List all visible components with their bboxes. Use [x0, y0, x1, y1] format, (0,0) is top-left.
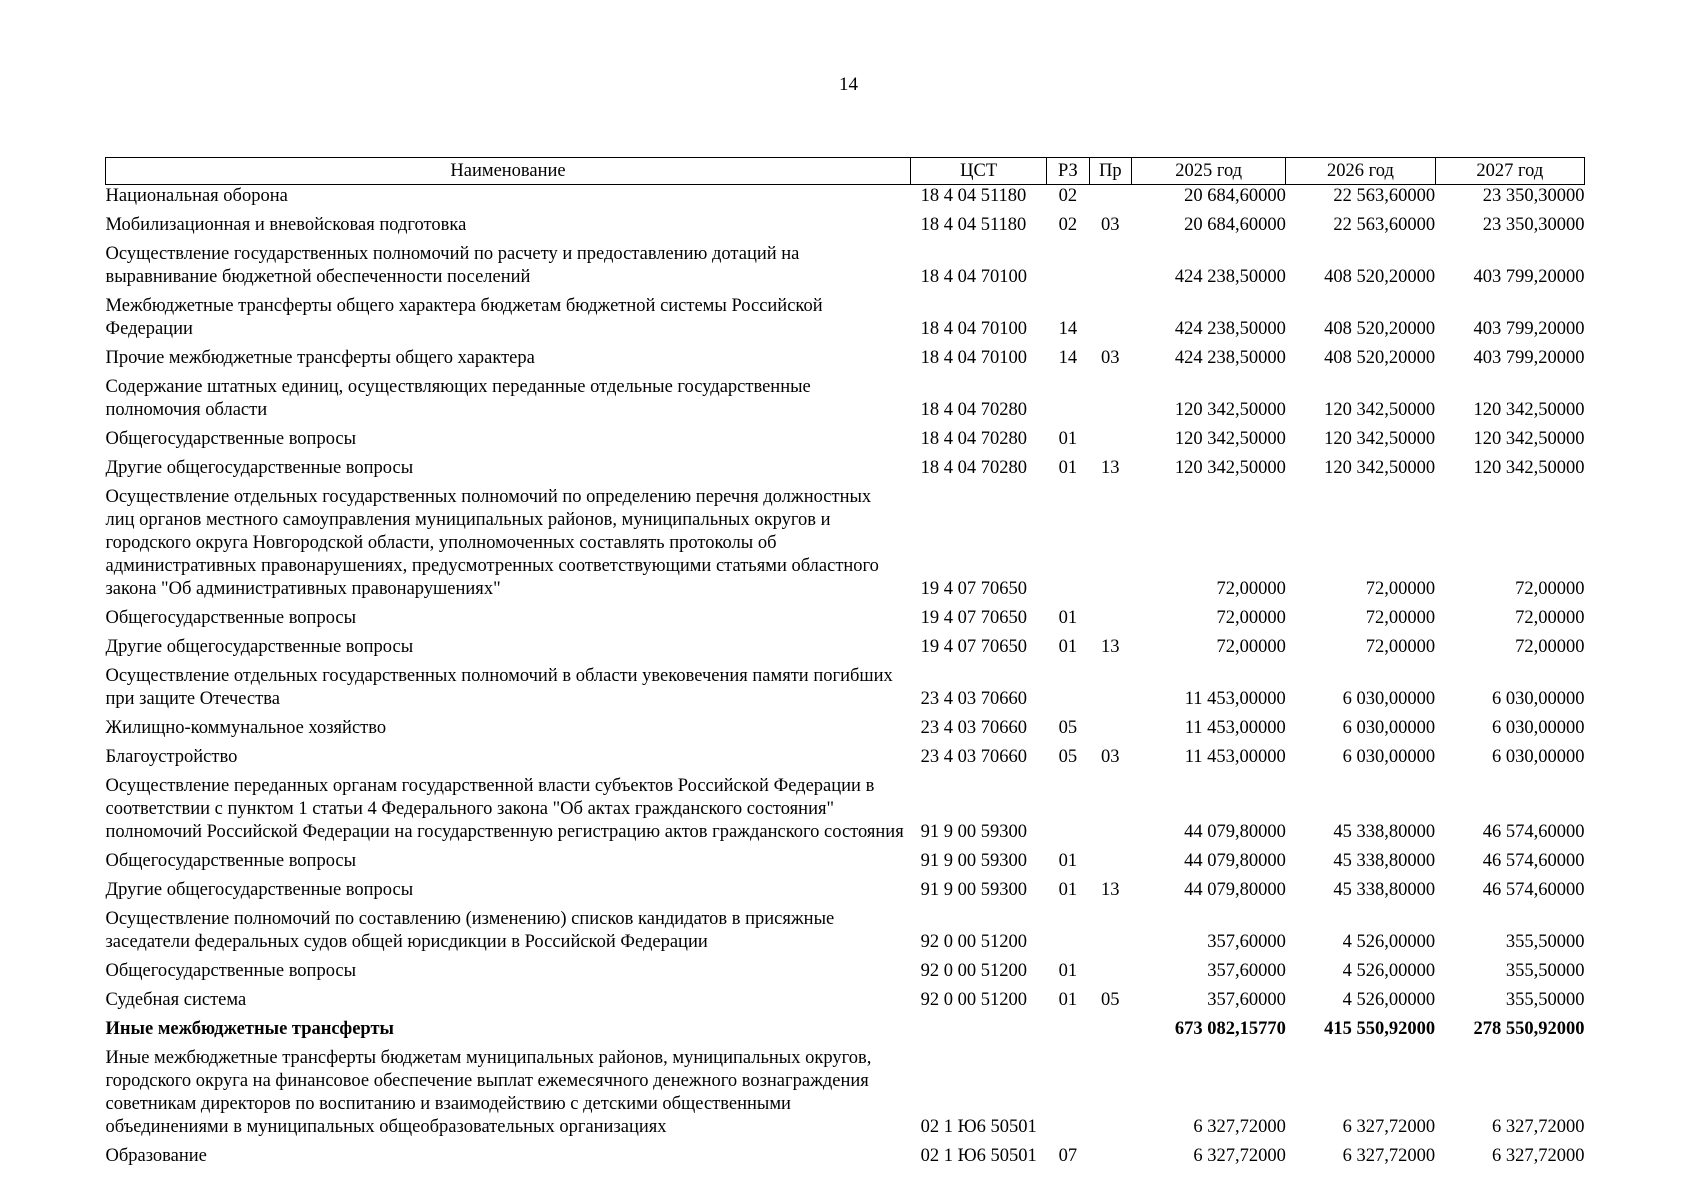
row-name: Судебная система [105, 990, 247, 1010]
row-value-2025: 20 684,60000 [1184, 215, 1286, 235]
row-value-2025: 11 453,00000 [1184, 718, 1286, 738]
row-value-2026: 6 327,72000 [1342, 1117, 1436, 1137]
row-rz [1047, 908, 1089, 960]
row-cst: 92 0 00 51200 [920, 990, 1027, 1010]
row-cst: 18 4 04 51180 [920, 215, 1027, 235]
row-value-2025: 424 238,50000 [1174, 267, 1286, 287]
row-value-2027: 355,50000 [1505, 961, 1585, 981]
row-pr [1089, 295, 1131, 347]
row-value-2026: 45 338,80000 [1333, 880, 1436, 900]
row-value-2025: 120 342,50000 [1174, 429, 1286, 449]
row-value-2026: 22 563,60000 [1333, 186, 1436, 206]
row-name: Другие общегосударственные вопросы [105, 880, 414, 900]
row-value-2027: 355,50000 [1505, 932, 1585, 952]
row-value-2026: 6 327,72000 [1342, 1146, 1436, 1166]
row-value-2027: 403 799,20000 [1473, 348, 1585, 368]
row-pr: 03 [1101, 747, 1120, 767]
row-value-2027: 6 030,00000 [1492, 689, 1585, 709]
row-pr [1089, 243, 1131, 295]
row-value-2025: 72,00000 [1216, 579, 1286, 599]
table-row [106, 1018, 1585, 1047]
table-row [106, 457, 1585, 486]
table-row [106, 607, 1585, 636]
row-rz: 01 [1058, 961, 1078, 981]
row-cst: 92 0 00 51200 [920, 961, 1027, 981]
header-pr: Пр [1089, 158, 1131, 185]
row-rz: 01 [1058, 880, 1078, 900]
row-value-2026: 4 526,00000 [1342, 990, 1436, 1010]
table-row [106, 486, 1585, 607]
row-cst: 91 9 00 59300 [920, 851, 1027, 871]
row-name: Благоустройство [105, 747, 238, 767]
row-value-2025: 6 327,72000 [1193, 1146, 1286, 1166]
row-value-2025: 424 238,50000 [1174, 348, 1286, 368]
row-value-2026: 45 338,80000 [1333, 822, 1436, 842]
table-row [106, 295, 1585, 347]
row-pr [1089, 428, 1131, 457]
row-value-2027: 46 574,60000 [1482, 851, 1585, 871]
row-value-2027: 72,00000 [1515, 608, 1585, 628]
row-cst: 18 4 04 70280 [920, 458, 1027, 478]
row-rz: 01 [1058, 990, 1078, 1010]
row-rz: 01 [1058, 637, 1078, 657]
row-rz: 01 [1058, 429, 1078, 449]
table-row [106, 989, 1585, 1018]
row-cst: 18 4 04 70280 [920, 400, 1027, 420]
row-rz: 02 [1058, 186, 1078, 206]
row-cst: 23 4 03 70660 [920, 718, 1027, 738]
row-rz [1047, 486, 1089, 607]
row-pr: 05 [1101, 990, 1120, 1010]
row-value-2027: 403 799,20000 [1473, 267, 1585, 287]
row-pr [1089, 775, 1131, 850]
page-number: 14 [839, 74, 858, 95]
row-value-2027: 6 327,72000 [1492, 1117, 1585, 1137]
row-name: Национальная оборона [105, 186, 288, 206]
row-cst: 18 4 04 51180 [920, 186, 1027, 206]
row-value-2027: 6 030,00000 [1492, 747, 1585, 767]
row-cst: 19 4 07 70650 [920, 579, 1027, 599]
row-cst [911, 1018, 1047, 1047]
row-value-2026: 45 338,80000 [1333, 851, 1436, 871]
row-value-2025: 6 327,72000 [1193, 1117, 1286, 1137]
row-value-2026: 120 342,50000 [1324, 429, 1436, 449]
table-row [106, 717, 1585, 746]
row-pr [1089, 960, 1131, 989]
row-value-2026: 72,00000 [1365, 579, 1436, 599]
row-value-2027: 278 550,92000 [1473, 1019, 1585, 1039]
row-name: Жилищно-коммунальное хозяйство [105, 718, 387, 738]
table-row [106, 243, 1585, 295]
row-name: Другие общегосударственные вопросы [105, 458, 414, 478]
row-value-2026: 72,00000 [1365, 637, 1436, 657]
row-name: Межбюджетные трансферты общего характера бюджетам бюджетной системы Российской Федерации [105, 296, 823, 339]
row-value-2026: 408 520,20000 [1324, 319, 1436, 339]
row-value-2025: 673 082,15770 [1174, 1019, 1286, 1039]
row-cst: 02 1 Ю6 50501 [920, 1146, 1037, 1166]
row-value-2026: 120 342,50000 [1324, 458, 1436, 478]
row-cst: 18 4 04 70280 [920, 429, 1027, 449]
table-row [106, 1047, 1585, 1145]
row-value-2026: 4 526,00000 [1342, 961, 1436, 981]
table-row [106, 746, 1585, 775]
row-rz [1047, 775, 1089, 850]
row-pr: 13 [1101, 458, 1120, 478]
row-name: Осуществление полномочий по составлению (изменению) списков кандидатов в присяжные заседатели федеральных судов общей юрисдикции в Российской Федерации [105, 909, 835, 952]
row-value-2026: 22 563,60000 [1333, 215, 1436, 235]
row-value-2027: 23 350,30000 [1482, 186, 1585, 206]
row-value-2026: 408 520,20000 [1324, 267, 1436, 287]
table-row [106, 775, 1585, 850]
row-value-2025: 11 453,00000 [1184, 747, 1286, 767]
row-value-2026: 6 030,00000 [1342, 747, 1436, 767]
row-value-2025: 11 453,00000 [1184, 689, 1286, 709]
row-rz [1047, 243, 1089, 295]
row-value-2026: 415 550,92000 [1324, 1019, 1436, 1039]
header-cst: ЦСТ [911, 158, 1047, 185]
row-name: Содержание штатных единиц, осуществляющих переданные отдельные государственные полномочия области [105, 377, 811, 420]
row-pr [1089, 185, 1131, 215]
row-cst: 91 9 00 59300 [920, 880, 1027, 900]
row-cst: 19 4 07 70650 [920, 637, 1027, 657]
row-rz [1047, 1018, 1089, 1047]
table-row [106, 908, 1585, 960]
row-rz: 05 [1058, 718, 1078, 738]
row-pr [1089, 486, 1131, 607]
row-value-2025: 357,60000 [1207, 990, 1286, 1010]
row-cst: 19 4 07 70650 [920, 608, 1027, 628]
header-2026: 2026 год [1286, 158, 1435, 185]
row-rz: 14 [1058, 319, 1078, 339]
row-cst: 91 9 00 59300 [920, 822, 1027, 842]
row-value-2027: 72,00000 [1515, 637, 1585, 657]
row-value-2026: 408 520,20000 [1324, 348, 1436, 368]
row-rz: 02 [1058, 215, 1078, 235]
row-value-2025: 120 342,50000 [1174, 400, 1286, 420]
budget-table [105, 157, 1585, 1174]
row-pr [1089, 717, 1131, 746]
row-value-2025: 72,00000 [1216, 637, 1286, 657]
row-name: Осуществление переданных органам государственной власти субъектов Российской Федерации в соответствии с пунктом 1 статьи 4 Федерального закона "Об актах гражданского состояния" полномочий Российской Федерации на государственную регистрацию актов гражданского состояния [105, 776, 904, 842]
table-row [106, 960, 1585, 989]
row-cst: 92 0 00 51200 [920, 932, 1027, 952]
row-pr [1089, 1047, 1131, 1145]
row-name: Общегосударственные вопросы [105, 851, 357, 871]
row-rz: 07 [1058, 1146, 1078, 1166]
row-value-2025: 44 079,80000 [1184, 822, 1286, 842]
row-name: Общегосударственные вопросы [105, 608, 357, 628]
row-value-2026: 6 030,00000 [1342, 689, 1436, 709]
header-rz: РЗ [1047, 158, 1089, 185]
row-name: Другие общегосударственные вопросы [105, 637, 414, 657]
table-row [106, 636, 1585, 665]
row-pr [1089, 376, 1131, 428]
row-pr: 03 [1101, 348, 1120, 368]
row-pr: 13 [1101, 880, 1120, 900]
row-value-2026: 120 342,50000 [1324, 400, 1436, 420]
row-value-2025: 72,00000 [1216, 608, 1286, 628]
row-cst: 02 1 Ю6 50501 [920, 1117, 1037, 1137]
row-pr [1089, 607, 1131, 636]
row-value-2027: 403 799,20000 [1473, 319, 1585, 339]
row-cst: 23 4 03 70660 [920, 747, 1027, 767]
table-row [106, 347, 1585, 376]
table-row [106, 214, 1585, 243]
row-rz [1047, 665, 1089, 717]
row-name: Осуществление отдельных государственных полномочий по определению перечня должностных лиц органов местного самоуправления муниципальных районов, муниципальных округов и городского округа Новгородской области, уполномоченных составлять протоколы об административных правонарушениях, предусмотренных соответствующими статьями областного закона "Об административных правонарушениях" [105, 487, 879, 599]
row-pr [1089, 665, 1131, 717]
row-value-2027: 46 574,60000 [1482, 822, 1585, 842]
row-cst: 23 4 03 70660 [920, 689, 1027, 709]
table-row [106, 1145, 1585, 1174]
table-row [106, 850, 1585, 879]
row-pr [1089, 908, 1131, 960]
row-rz: 01 [1058, 851, 1078, 871]
row-rz: 01 [1058, 608, 1078, 628]
row-rz [1047, 376, 1089, 428]
row-name: Осуществление отдельных государственных полномочий в области увековечения памяти погибших при защите Отечества [105, 666, 893, 709]
table-row [106, 376, 1585, 428]
row-value-2025: 357,60000 [1207, 961, 1286, 981]
row-value-2027: 23 350,30000 [1482, 215, 1585, 235]
table-row [106, 185, 1585, 215]
header-name: Наименование [106, 158, 911, 185]
row-name: Общегосударственные вопросы [105, 961, 357, 981]
row-value-2027: 6 327,72000 [1492, 1146, 1585, 1166]
row-pr [1089, 850, 1131, 879]
table-row [106, 428, 1585, 457]
row-value-2025: 44 079,80000 [1184, 880, 1286, 900]
row-value-2027: 120 342,50000 [1473, 458, 1585, 478]
row-name: Иные межбюджетные трансферты [105, 1019, 394, 1039]
row-value-2025: 20 684,60000 [1184, 186, 1286, 206]
header-2027: 2027 год [1435, 158, 1584, 185]
row-value-2025: 424 238,50000 [1174, 319, 1286, 339]
table-row [106, 879, 1585, 908]
row-value-2027: 120 342,50000 [1473, 400, 1585, 420]
row-value-2025: 357,60000 [1207, 932, 1286, 952]
row-value-2026: 72,00000 [1365, 608, 1436, 628]
row-value-2025: 44 079,80000 [1184, 851, 1286, 871]
row-name: Общегосударственные вопросы [105, 429, 357, 449]
row-pr: 03 [1101, 215, 1120, 235]
row-pr [1089, 1018, 1131, 1047]
row-value-2025: 120 342,50000 [1174, 458, 1286, 478]
row-rz: 14 [1058, 348, 1078, 368]
row-value-2027: 46 574,60000 [1482, 880, 1585, 900]
row-name: Мобилизационная и вневойсковая подготовка [105, 215, 467, 235]
row-rz: 01 [1058, 458, 1078, 478]
header-2025: 2025 год [1131, 158, 1285, 185]
row-name: Иные межбюджетные трансферты бюджетам муниципальных районов, муниципальных округов, городского округа на финансовое обеспечение выплат ежемесячного денежного вознаграждения советникам директоров по воспитанию и взаимодействию с детскими общественными объединениями в муниципальных общеобразовательных организациях [105, 1048, 872, 1137]
row-name: Образование [105, 1146, 207, 1166]
row-pr: 13 [1101, 637, 1120, 657]
row-rz: 05 [1058, 747, 1078, 767]
row-value-2026: 6 030,00000 [1342, 718, 1436, 738]
table-body [106, 185, 1585, 1175]
table-header-row [106, 158, 1585, 185]
row-name: Осуществление государственных полномочий по расчету и предоставлению дотаций на выравнивание бюджетной обеспеченности поселений [105, 244, 800, 287]
row-value-2027: 72,00000 [1515, 579, 1585, 599]
row-rz [1047, 1047, 1089, 1145]
row-value-2026: 4 526,00000 [1342, 932, 1436, 952]
row-cst: 18 4 04 70100 [920, 267, 1027, 287]
row-value-2027: 6 030,00000 [1492, 718, 1585, 738]
row-cst: 18 4 04 70100 [920, 348, 1027, 368]
row-cst: 18 4 04 70100 [920, 319, 1027, 339]
row-value-2027: 355,50000 [1505, 990, 1585, 1010]
row-value-2027: 120 342,50000 [1473, 429, 1585, 449]
row-pr [1089, 1145, 1131, 1174]
table-row [106, 665, 1585, 717]
row-name: Прочие межбюджетные трансферты общего характера [105, 348, 535, 368]
